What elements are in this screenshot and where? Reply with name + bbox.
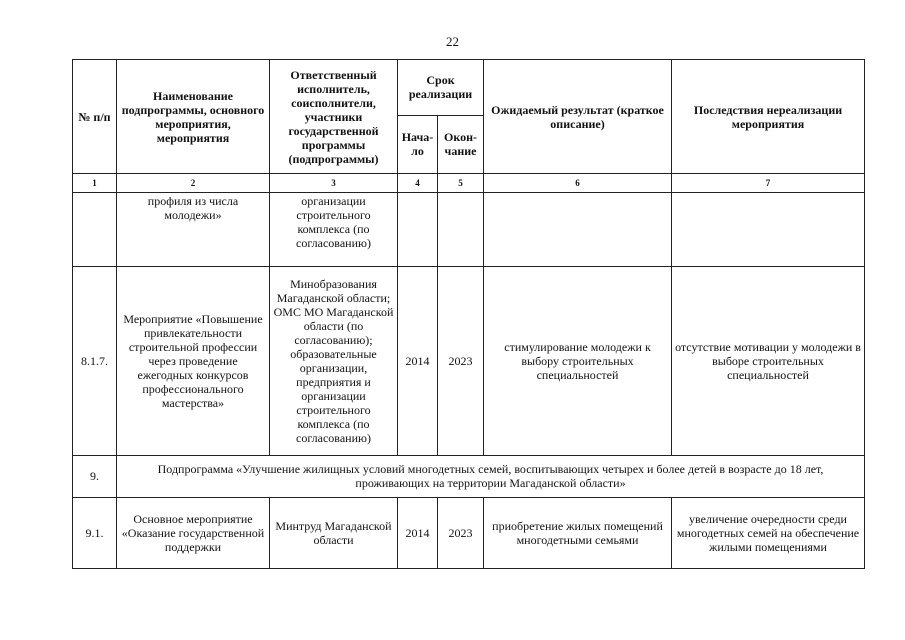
row-name: Мероприятие «Повышение привлекательности строительной профессии через проведение ежегодных конкурсов профессионального мастерства» [117,266,270,455]
row-num: 9.1. [73,497,117,568]
table-row [73,497,865,568]
column-number: 6 [484,174,672,193]
row-name: Основное мероприятие «Оказание государственной поддержки [117,497,270,568]
row-responsible: Минобразования Магаданской области; ОМС МО Магаданской области (по согласованию); образовательные организации, предприятия и организации строительного комплекса (по согласованию) [270,266,398,455]
row-end: 2023 [438,497,484,568]
row-start [398,193,438,266]
subprogram-title: Подпрограмма «Улучшение жилищных условий многодетных семей, воспитывающих четырех и более детей в возрасте до 18 лет, проживающих на территории Магаданской области» [117,455,865,497]
subprogram-row [73,455,865,497]
row-responsible: Минтруд Магаданской области [270,497,398,568]
page-number: 22 [446,34,459,49]
column-number: 1 [73,174,117,193]
column-number: 5 [438,174,484,193]
table-row [73,266,865,455]
program-table [72,59,865,569]
row-end: 2023 [438,266,484,455]
row-start: 2014 [398,266,438,455]
header-num: № п/п [73,60,117,174]
row-num: 8.1.7. [73,266,117,455]
table-row [73,193,865,266]
row-result: приобретение жилых помещений многодетными семьями [484,497,672,568]
header-name: Наименование подпрограммы, основного мероприятия, мероприятия [117,60,270,174]
header-responsible: Ответственный исполнитель, соисполнители, участники государственной программы (подпрограммы) [270,60,398,174]
column-number: 3 [270,174,398,193]
header-result: Ожидаемый результат (краткое описание) [484,60,672,174]
row-consequences: отсутствие мотивации у молодежи в выборе строительных специальностей [672,266,865,455]
header-row [73,60,865,116]
column-numbers-row [73,174,865,193]
row-result [484,193,672,266]
column-number: 7 [672,174,865,193]
row-num [73,193,117,266]
row-responsible: организации строительного комплекса (по согласованию) [270,193,398,266]
header-start: Нача-ло [398,115,438,173]
row-result: стимулирование молодежи к выбору строительных специальностей [484,266,672,455]
header-consequences: Последствия нереализации мероприятия [672,60,865,174]
row-consequences: увеличение очередности среди многодетных семей на обеспечение жилыми помещениями [672,497,865,568]
subprogram-num: 9. [73,455,117,497]
row-end [438,193,484,266]
header-term: Срок реализации [398,60,484,116]
column-number: 2 [117,174,270,193]
row-name: профиля из числа молодежи» [117,193,270,266]
row-consequences [672,193,865,266]
column-number: 4 [398,174,438,193]
header-end: Окон-чание [438,115,484,173]
row-start: 2014 [398,497,438,568]
